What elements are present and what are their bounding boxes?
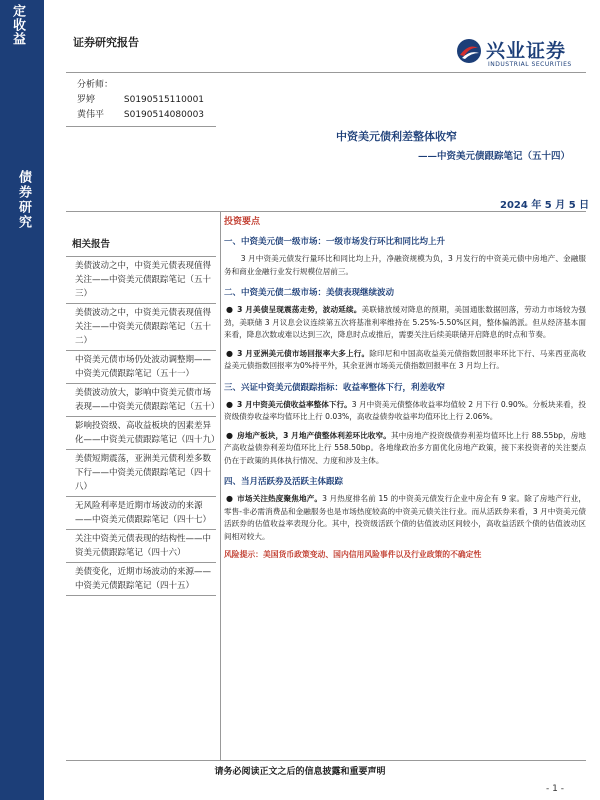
related-report-item[interactable]: 美债变化，近期市场波动的来源——中资美元债跟踪笔记（四十五） (66, 563, 216, 596)
bullet-icon: ● (226, 494, 234, 503)
section-heading-2: 二、中资美元债二级市场：美债表现继续波动 (224, 288, 395, 298)
analyst-cert: S0190515110001 (123, 95, 205, 105)
related-report-item[interactable]: 关注中资美元债表现的结构性——中资美元债跟踪笔记（四十六） (66, 530, 216, 563)
report-subtitle: ——中资美元债跟踪笔记（五十四） (418, 151, 571, 162)
logo-english-name: INDUSTRIAL SECURITIES (488, 61, 572, 68)
related-report-item[interactable]: 美债波动之中，中资美元债表现值得关注——中资美元债跟踪笔记（五十三） (66, 257, 216, 304)
report-date: 2024 年 5 月 5 日 (500, 200, 590, 211)
related-report-item[interactable]: 美债波动放大，影响中资美元债市场表现——中资美元债跟踪笔记（五十） (66, 384, 216, 417)
analyst-divider (66, 126, 216, 127)
bullet-text: 3 月热度排名前 15 的中资美元债发行企业中房企有 9 家。除了房地产行业，零售-非必需消费品和金融服务也是市场热度较高的中资美元债关注行业。而从活跃券来看，3 月中资美元债活跃券的估值收益率表现分化。其中，投资级活跃个债的估值波动区间较小，高收益活跃个债的估值波动区间相对较大。 (224, 494, 586, 541)
page-number: - 1 - (546, 784, 564, 794)
bullet-lead: 3 月中资美元债收益率整体下行。 (237, 399, 352, 409)
section-heading-1: 一、中资美元债一级市场：一级市场发行环比和同比均上升 (224, 237, 446, 247)
bullet-text: 其中房地产投资级债券利差均值环比上行 88.55bp，房地产高收益债券利差均值环比上行 558.50bp。各地缘政治多方面优化房地产政策，接下来投资者的关注要点仍在于政策的具体执行情况、力度和涉及主体。 (224, 430, 587, 465)
section-2-bullet-2 (224, 348, 586, 373)
analyst-block (77, 78, 204, 123)
bullet-text: 美联储放缓对降息的预期，美国通胀数据回落，劳动力市场较为强劲，美联储 3 月议息会议连续第五次将基准利率维持在 5.25%-5.50%区间，整体偏鸽派。但从经济基本面来看，降息次数或难以达到三次，降息时点或推后，需要关注后续美联储开启降息的时点和节奏。 (224, 305, 586, 339)
main-content (224, 212, 586, 560)
analyst-name: 罗婷 (77, 95, 96, 105)
section-heading-3: 三、兴证中资美元债跟踪指标：收益率整体下行，利差收窄 (224, 382, 446, 393)
related-report-item[interactable]: 美债短期震荡，亚洲美元债利差多数下行——中资美元债跟踪笔记（四十八） (66, 450, 216, 497)
bullet-lead: 房地产板块，3 月地产债整体利差环比收窄。 (237, 430, 391, 440)
logo-mark-icon (456, 38, 482, 64)
disclosure-notice[interactable]: 请务必阅读正文之后的信息披露和重要声明 (214, 767, 386, 777)
bullet-icon: ● (226, 348, 234, 358)
investment-highlights-label: 投资要点 (224, 217, 261, 227)
risk-warning: 风险提示：美国货币政策变动、国内信用风险事件以及行业政策的不确定性 (224, 550, 482, 559)
section-4-bullet-1 (224, 493, 586, 543)
related-reports-panel (66, 236, 220, 596)
bullet-icon: ● (226, 399, 234, 409)
logo-chinese-name: 兴业证券 (486, 40, 567, 62)
bullet-lead: 市场关注热度聚焦地产。 (237, 494, 323, 503)
header-divider (66, 72, 586, 73)
bullet-lead: 3 月美债呈现震荡走势，波动延续。 (237, 305, 362, 314)
analyst-label: 分析师： (77, 80, 114, 90)
analyst-row (77, 108, 204, 123)
bullet-text: 除印尼和中国高收益美元债指数回报率环比下行、马来西亚高收益美元债指数回报率为0%持平外，其余亚洲市场美元债指数回报率在 3 月均上行。 (224, 348, 586, 370)
related-report-item[interactable]: 影响投资级、高收益板块的因素差异化——中资美元债跟踪笔记（四十九） (66, 417, 216, 450)
bullet-lead: 3 月亚洲美元债市场回报率大多上行。 (237, 348, 370, 358)
section-3-bullet-1 (224, 399, 586, 424)
section-1-paragraph: 3 月中资美元债发行量环比和同比均上升，净融资规模为负，3 月发行的中资美元债中房地产、金融服务和商业金融行业发行规模位居前三。 (224, 254, 586, 276)
analyst-name: 黄伟平 (77, 110, 105, 120)
bullet-icon: ● (226, 430, 234, 440)
section-3-bullet-2 (224, 430, 586, 468)
analyst-row (77, 93, 204, 108)
footer-divider (66, 760, 586, 761)
related-reports-list (66, 257, 220, 596)
related-report-item[interactable]: 无风险利率是近期市场波动的来源——中资美元债跟踪笔记（四十七） (66, 497, 216, 530)
sidebar-category-label: 定收益 (10, 4, 25, 46)
report-title: 中资美元债利差整体收窄 (336, 130, 457, 143)
report-type-label: 证券研究报告 (73, 36, 139, 49)
bullet-icon: ● (226, 305, 234, 314)
related-report-item[interactable]: 美债波动之中，中资美元债表现值得关注——中资美元债跟踪笔记（五十二） (66, 304, 216, 351)
company-logo (456, 36, 584, 70)
section-2-bullet-1 (224, 304, 586, 342)
related-report-item[interactable]: 中资美元债市场仍处波动调整期——中资美元债跟踪笔记（五十一） (66, 351, 216, 384)
related-reports-title: 相关报告 (66, 236, 216, 257)
column-divider (220, 212, 221, 760)
bullet-text: 3 月中资美元债整体收益率均值较 2 月下行 0.90%。分板块来看，投资级债券收益率均值环比上行 0.03%，高收益债券收益率均值环比上行 2.06%。 (224, 399, 586, 421)
left-sidebar-band (0, 0, 44, 800)
section-heading-4: 四、当月活跃券及活跃主体跟踪 (224, 477, 344, 487)
sidebar-section-label: 债券研究 (16, 170, 31, 230)
analyst-cert: S0190514080003 (123, 110, 205, 120)
